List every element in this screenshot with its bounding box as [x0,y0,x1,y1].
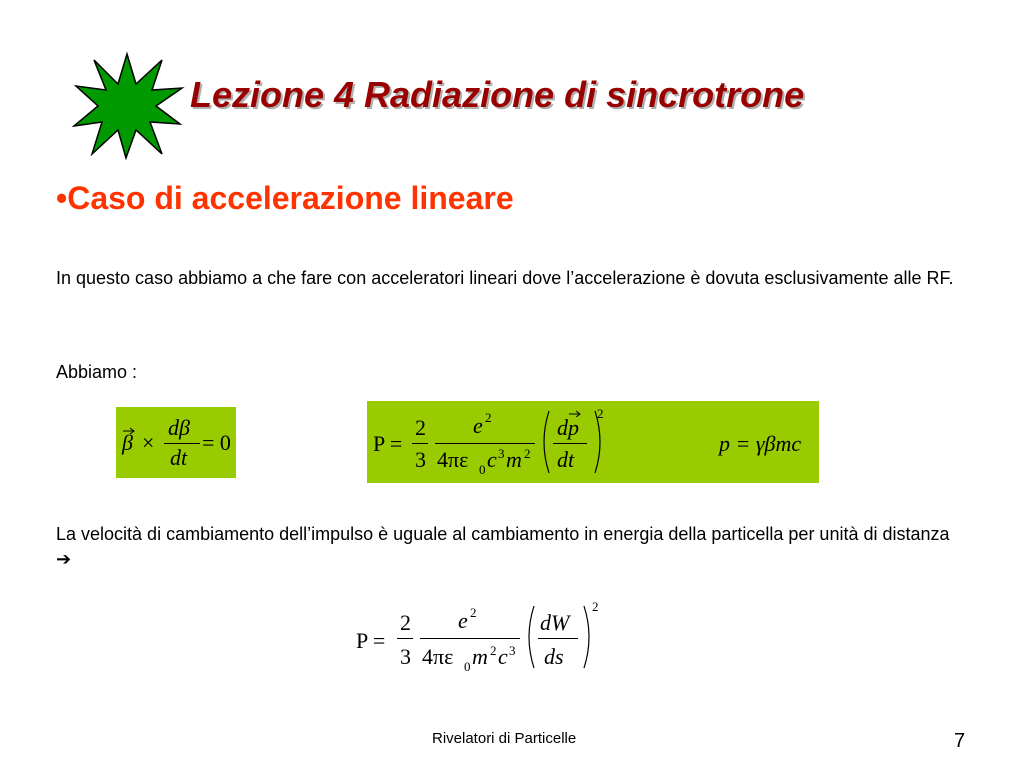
vector-arrow-icon [122,426,136,434]
frac4b-den-sup2: 3 [509,643,516,658]
green-star-icon [70,50,185,160]
formula-beta: β [122,430,133,455]
frac4b-den-sub: 0 [464,659,471,674]
formula-numerator: dβ [168,415,190,440]
formula-denominator: dt [170,445,188,470]
frac1-den: 3 [415,447,426,472]
fraction-bar [553,443,587,444]
slide-title: Lezione 4 Radiazione di sincrotrone [190,74,805,115]
footer-text: Rivelatori di Particelle [432,730,577,747]
frac4c-num: dW [540,610,570,635]
frac4b-den-c: c [498,644,508,669]
formula-box-power [367,401,819,483]
momentum-formula: p = γβmc [719,431,802,456]
formula-box-beta [116,407,236,478]
frac4b-den-a: 4πε [422,644,454,669]
frac4b-num: e [458,608,468,633]
right-arrow-icon: ➔ [56,549,72,569]
formula4-lhs: P = [356,628,386,653]
frac4a-den: 3 [400,644,411,669]
fraction-bar [538,638,578,639]
fraction-bar [164,443,200,444]
page-number: 7 [954,730,966,752]
fraction-bar [412,443,428,444]
fraction-bar [397,638,413,639]
frac4a-num: 2 [400,610,411,635]
frac4b-num-sup: 2 [470,605,477,620]
frac4b-den-sup1: 2 [490,643,497,658]
formula-lhs: P = [373,431,403,456]
paren-exponent: 2 [592,599,599,614]
intro-paragraph: In questo caso abbiamo a che fare con acceleratori lineari dove l’accelerazione è dovuta esclusivamente alle RF. [56,268,954,288]
velocity-text: La velocità di cambiamento dell’impulso è uguale al cambiamento in energia della particella per unità di distanza [56,524,950,544]
formula-power-energy [354,600,604,680]
frac2-den-sup1: 3 [498,446,505,461]
frac1-num: 2 [415,415,426,440]
formula-times: × [142,430,155,455]
frac2-den-sup2: 2 [524,446,531,461]
frac3-num: dp [557,415,579,440]
frac2-num-sup: 2 [485,410,492,425]
paren-exponent: 2 [597,406,604,421]
formula-rhs: = 0 [202,430,231,455]
velocity-paragraph [56,522,956,572]
frac2-den-a: 4πε [437,447,469,472]
frac2-den-c: m [506,447,522,472]
bullet-heading: •Caso di accelerazione lineare [56,180,514,216]
fraction-bar [435,443,535,444]
frac2-num: e [473,413,483,438]
frac4c-den: ds [544,644,564,669]
abbiamo-label: Abbiamo : [56,362,138,382]
fraction-bar [420,638,520,639]
frac3-den: dt [557,447,575,472]
frac2-den-sub: 0 [479,462,486,477]
vector-arrow-icon [568,409,582,417]
frac2-den-b: c [487,447,497,472]
frac4b-den-b: m [472,644,488,669]
